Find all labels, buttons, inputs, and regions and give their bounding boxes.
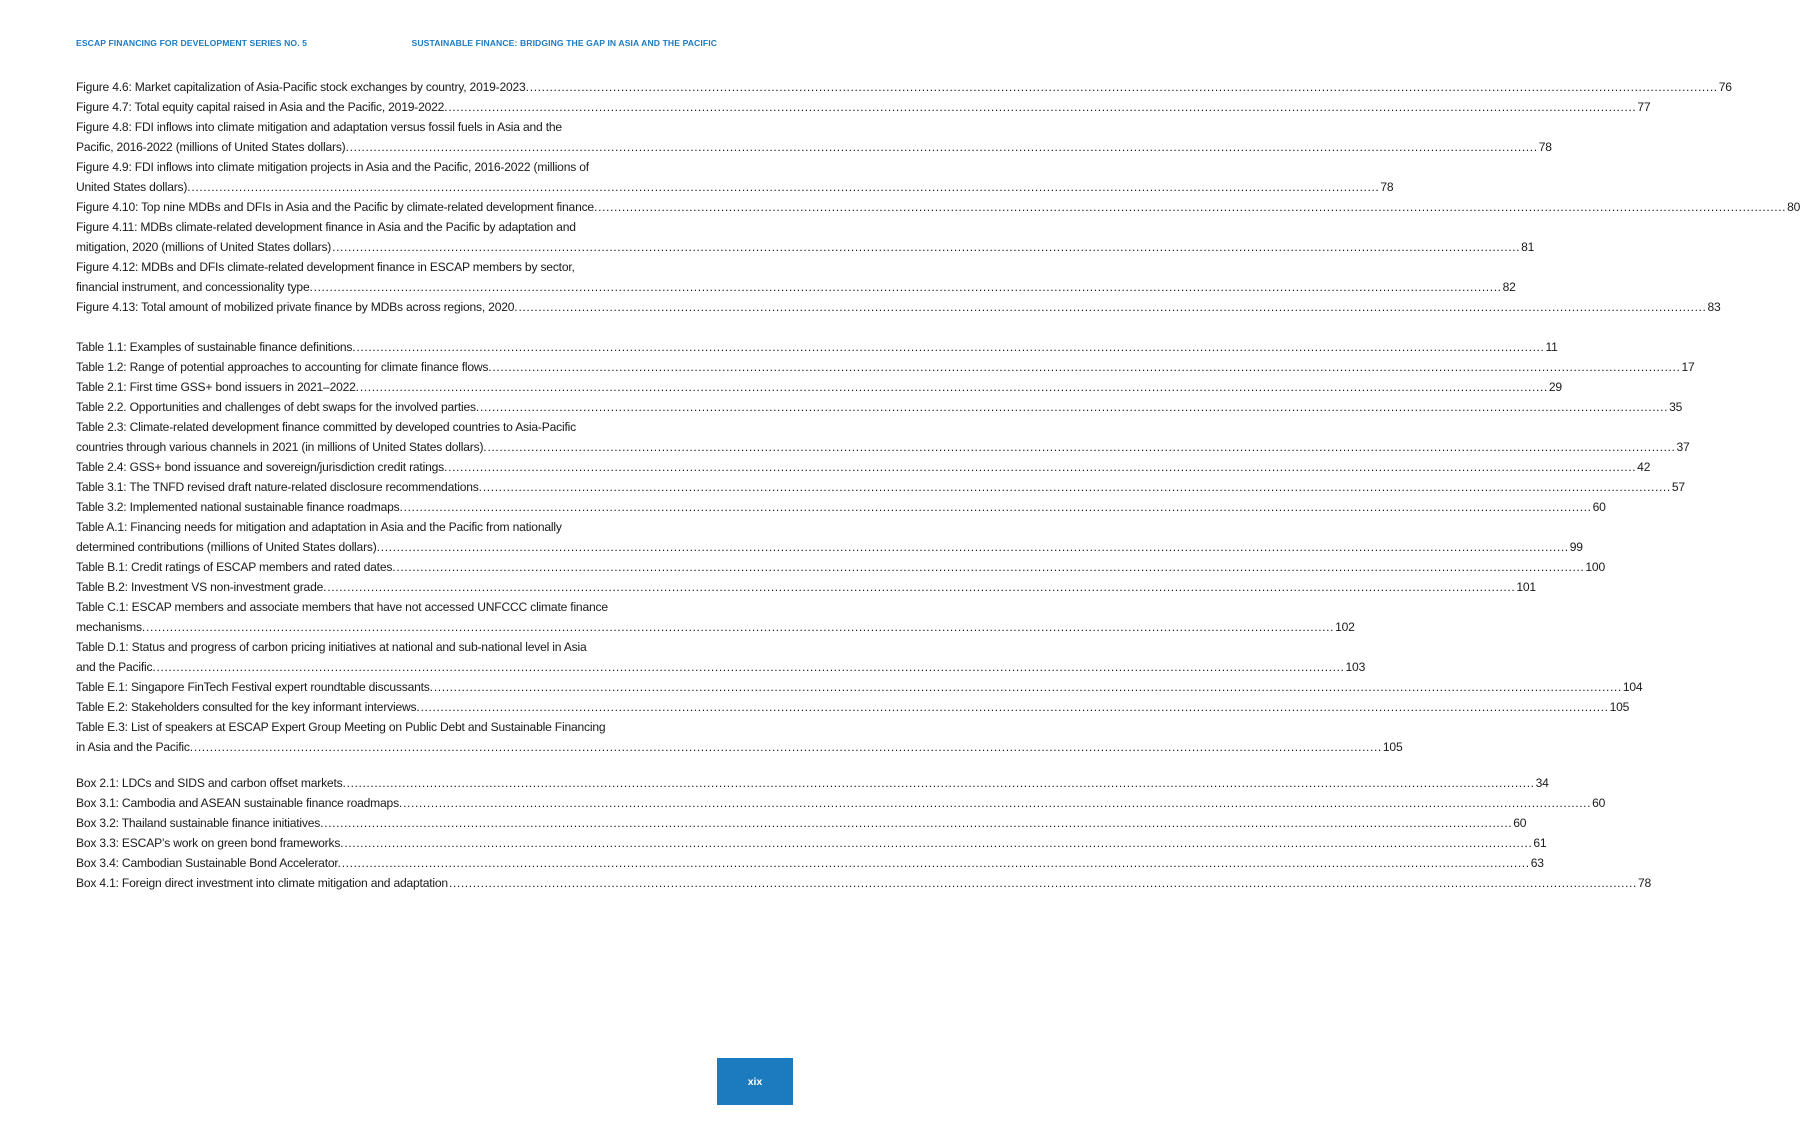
entry-final-line [76, 697, 1630, 717]
figure-entry[interactable] [76, 77, 1732, 97]
entry-final-line [76, 277, 1516, 297]
entry-title-line: in Asia and the Pacific. [76, 740, 193, 754]
dot-leader: ............................................................................................................................................................................................................................................................................................................ [529, 80, 1718, 94]
entry-title-line: determined contributions (millions of United States dollars). [76, 540, 380, 554]
dot-leader: ............................................................................................................................................................................................................................................................................................................ [341, 856, 1530, 870]
entry-page-number: 103 [1345, 660, 1366, 674]
entry-title-line: Table E.1: Singapore FinTech Festival expert roundtable discussants. [76, 680, 433, 694]
entry-page-number: 57 [1671, 480, 1685, 494]
entry-title-line: Figure 4.9: FDI inflows into climate mitigation projects in Asia and the Pacific, 2016-2022 (millions of [76, 160, 589, 174]
table-entry[interactable] [76, 637, 1366, 677]
entry-title-line: Table 2.4: GSS+ bond issuance and sovereign/jurisdiction credit ratings. [76, 460, 448, 474]
list-of-boxes [76, 773, 1652, 893]
entry-title-line: Table B.2: Investment VS non-investment grade. [76, 580, 327, 594]
entry-page-number: 63 [1530, 856, 1544, 870]
dot-leader: ............................................................................................................................................................................................................................................................................................................ [191, 180, 1380, 194]
entry-page-number: 29 [1548, 380, 1562, 394]
dot-leader: ............................................................................................................................................................................................................................................................................................................ [332, 240, 1521, 254]
entry-final-line [76, 397, 1683, 417]
section-spacer [76, 317, 717, 337]
entry-page-number: 61 [1533, 836, 1547, 850]
entry-final-line [76, 497, 1606, 517]
entry-title-line: Box 3.2: Thailand sustainable finance initiatives. [76, 816, 324, 830]
entry-page-number: 77 [1637, 100, 1651, 114]
entry-final-line [76, 437, 1690, 457]
table-entry[interactable] [76, 697, 1630, 717]
entry-title-line: Figure 4.11: MDBs climate-related development finance in Asia and the Pacific by adaptation and [76, 220, 576, 234]
page-number: xix [747, 1075, 763, 1088]
dot-leader: ............................................................................................................................................................................................................................................................................................................ [146, 620, 1335, 634]
entry-title-line: Table 1.1: Examples of sustainable finance definitions. [76, 340, 356, 354]
entry-page-number: 80 [1787, 200, 1800, 214]
entry-title-line: Figure 4.7: Total equity capital raised in Asia and the Pacific, 2019-2022. [76, 100, 448, 114]
entry-title-line: Table 2.1: First time GSS+ bond issuers in 2021–2022. [76, 380, 359, 394]
table-entry[interactable] [76, 597, 1355, 637]
entry-page-number: 34 [1535, 776, 1549, 790]
running-header [76, 38, 717, 48]
entry-final-line [76, 557, 1605, 577]
entry-final-line [76, 477, 1685, 497]
table-entry[interactable] [76, 337, 1558, 357]
entry-final-line [76, 833, 1547, 853]
entry-page-number: 78 [1637, 876, 1652, 890]
entry-final-line [76, 617, 1355, 637]
dot-leader: ............................................................................................................................................................................................................................................................................................................ [313, 280, 1502, 294]
table-entry[interactable] [76, 477, 1685, 497]
dot-leader: ............................................................................................................................................................................................................................................................................................................ [482, 480, 1671, 494]
dot-leader: ............................................................................................................................................................................................................................................................................................................ [193, 740, 1382, 754]
entry-title-line: Table 2.3: Climate-related development finance committed by developed countries to Asia-Pacific [76, 420, 576, 434]
table-entry[interactable] [76, 517, 1583, 557]
table-entry[interactable] [76, 457, 1651, 477]
entry-page-number: 37 [1676, 440, 1690, 454]
header-report-title: SUSTAINABLE FINANCE: BRIDGING THE GAP IN ASIA AND THE PACIFIC [411, 38, 717, 48]
dot-leader: ............................................................................................................................................................................................................................................................................................................ [344, 836, 1533, 850]
entry-final-line [76, 537, 1583, 557]
entry-page-number: 60 [1592, 500, 1606, 514]
entry-title-line: Figure 4.8: FDI inflows into climate mitigation and adaptation versus fossil fuels in Asia and the [76, 120, 562, 134]
entry-page-number: 78 [1538, 140, 1552, 154]
entry-title-line: Figure 4.10: Top nine MDBs and DFIs in Asia and the Pacific by climate-related development finance. [76, 200, 598, 214]
dot-leader: ............................................................................................................................................................................................................................................................................................................ [420, 700, 1609, 714]
entry-title-line: Box 2.1: LDCs and SIDS and carbon offset markets. [76, 776, 346, 790]
entry-final-line [76, 853, 1544, 873]
dot-leader: ............................................................................................................................................................................................................................................................................................................ [448, 460, 1637, 474]
dot-leader: ............................................................................................................................................................................................................................................................................................................ [492, 360, 1681, 374]
entry-page-number: 76 [1718, 80, 1732, 94]
entry-final-line [76, 793, 1606, 813]
entry-final-line [76, 177, 1394, 197]
table-entry[interactable] [76, 377, 1562, 397]
dot-leader: ............................................................................................................................................................................................................................................................................................................ [359, 380, 1548, 394]
header-series-title: ESCAP FINANCING FOR DEVELOPMENT SERIES NO. 5 [76, 38, 308, 48]
table-entry[interactable] [76, 417, 1690, 457]
entry-page-number: 102 [1335, 620, 1355, 634]
entry-final-line [76, 377, 1562, 397]
entry-final-line [76, 577, 1536, 597]
dot-leader: ............................................................................................................................................................................................................................................................................................................ [403, 500, 1592, 514]
entry-page-number: 42 [1637, 460, 1651, 474]
entry-title-line: Table 3.1: The TNFD revised draft nature-related disclosure recommendations. [76, 480, 482, 494]
entry-title-line: mechanisms. [76, 620, 146, 634]
box-entry[interactable] [76, 793, 1606, 813]
entry-page-number: 100 [1585, 560, 1605, 574]
entry-final-line [76, 773, 1549, 793]
dot-leader: ............................................................................................................................................................................................................................................................................................................ [380, 540, 1569, 554]
entry-final-line [76, 137, 1552, 157]
figure-entry[interactable] [76, 97, 1651, 117]
table-entry[interactable] [76, 717, 1403, 757]
entry-title-line: Box 3.1: Cambodia and ASEAN sustainable finance roadmaps. [76, 796, 403, 810]
entry-page-number: 83 [1707, 300, 1721, 314]
dot-leader: ............................................................................................................................................................................................................................................................................................................ [487, 440, 1676, 454]
entry-title-line: Box 3.4: Cambodian Sustainable Bond Accelerator. [76, 856, 341, 870]
entry-title-line: Table E.2: Stakeholders consulted for the key informant interviews. [76, 700, 420, 714]
entry-title-line: countries through various channels in 2021 (in millions of United States dollars). [76, 440, 487, 454]
page-number-tab [717, 1058, 793, 1105]
entry-title-line: Table C.1: ESCAP members and associate members that have not accessed UNFCCC climate finance [76, 600, 608, 614]
dot-leader: ............................................................................................................................................................................................................................................................................................................ [480, 400, 1669, 414]
entry-title-line: Figure 4.13: Total amount of mobilized private finance by MDBs across regions, 2020. [76, 300, 518, 314]
figure-entry[interactable] [76, 117, 1552, 157]
list-of-figures [76, 77, 1800, 317]
dot-leader: ............................................................................................................................................................................................................................................................................................................ [346, 776, 1535, 790]
entry-title-line: Figure 4.12: MDBs and DFIs climate-related development finance in ESCAP members by sector, [76, 260, 575, 274]
entry-final-line [76, 77, 1732, 97]
table-entry[interactable] [76, 397, 1683, 417]
entry-final-line [76, 237, 1535, 257]
table-entry[interactable] [76, 357, 1695, 377]
entry-page-number: 78 [1380, 180, 1394, 194]
entry-title-line: Pacific, 2016-2022 (millions of United States dollars). [76, 140, 349, 154]
list-of-tables [76, 337, 1695, 757]
dot-leader: ............................................................................................................................................................................................................................................................................................................ [433, 680, 1622, 694]
entry-page-number: 101 [1516, 580, 1536, 594]
entry-final-line [76, 657, 1366, 677]
table-entry[interactable] [76, 557, 1605, 577]
entry-title-line: Table 2.2. Opportunities and challenges of debt swaps for the involved parties. [76, 400, 480, 414]
entry-page-number: 35 [1669, 400, 1683, 414]
entry-page-number: 105 [1382, 740, 1403, 754]
box-entry[interactable] [76, 873, 1652, 893]
dot-leader: ............................................................................................................................................................................................................................................................................................................ [349, 140, 1538, 154]
dot-leader: ............................................................................................................................................................................................................................................................................................................ [156, 660, 1345, 674]
box-entry[interactable] [76, 853, 1544, 873]
dot-leader: ............................................................................................................................................................................................................................................................................................................ [598, 200, 1787, 214]
table-entry[interactable] [76, 577, 1536, 597]
entry-page-number: 81 [1521, 240, 1535, 254]
entry-final-line [76, 337, 1558, 357]
box-entry[interactable] [76, 773, 1549, 793]
figure-entry[interactable] [76, 297, 1721, 317]
section-spacer [76, 757, 717, 773]
figure-entry[interactable] [76, 257, 1516, 297]
entry-title-line: Table D.1: Status and progress of carbon pricing initiatives at national and sub-national level in Asia [76, 640, 587, 654]
entry-page-number: 104 [1622, 680, 1643, 694]
entry-final-line [76, 457, 1651, 477]
figure-entry[interactable] [76, 217, 1535, 257]
entry-page-number: 82 [1502, 280, 1516, 294]
figure-entry[interactable] [76, 157, 1394, 197]
entry-final-line [76, 197, 1800, 217]
entry-page-number: 60 [1513, 816, 1527, 830]
entry-final-line [76, 737, 1403, 757]
entry-title-line: Table E.3: List of speakers at ESCAP Expert Group Meeting on Public Debt and Sustainable Financing [76, 720, 606, 734]
dot-leader: ............................................................................................................................................................................................................................................................................................................ [403, 796, 1592, 810]
entry-title-line: Table A.1: Financing needs for mitigation and adaptation in Asia and the Pacific from nationally [76, 520, 562, 534]
entry-final-line [76, 97, 1651, 117]
dot-leader: ............................................................................................................................................................................................................................................................................................................ [324, 816, 1513, 830]
figure-entry[interactable] [76, 197, 1800, 217]
entry-title-line: Box 3.3: ESCAP’s work on green bond frameworks. [76, 836, 344, 850]
entry-title-line: and the Pacific. [76, 660, 156, 674]
dot-leader: ............................................................................................................................................................................................................................................................................................................ [448, 876, 1637, 890]
entry-title-line: Box 4.1: Foreign direct investment into climate mitigation and adaptation [76, 876, 448, 890]
entry-title-line: Table 3.2: Implemented national sustainable finance roadmaps. [76, 500, 403, 514]
entry-page-number: 105 [1609, 700, 1630, 714]
entry-final-line [76, 297, 1721, 317]
entry-title-line: Table B.1: Credit ratings of ESCAP members and rated dates. [76, 560, 396, 574]
entry-title-line: United States dollars). [76, 180, 191, 194]
entry-page-number: 17 [1681, 360, 1695, 374]
table-entry[interactable] [76, 497, 1606, 517]
entry-title-line: financial instrument, and concessionality type. [76, 280, 313, 294]
dot-leader: ............................................................................................................................................................................................................................................................................................................ [448, 100, 1637, 114]
entry-title-line: Figure 4.6: Market capitalization of Asia-Pacific stock exchanges by country, 2019-2023. [76, 80, 529, 94]
entry-final-line [76, 813, 1527, 833]
table-of-contents [76, 77, 1800, 893]
table-entry[interactable] [76, 677, 1643, 697]
dot-leader: ............................................................................................................................................................................................................................................................................................................ [327, 580, 1516, 594]
box-entry[interactable] [76, 813, 1527, 833]
dot-leader: ............................................................................................................................................................................................................................................................................................................ [356, 340, 1545, 354]
entry-final-line [76, 677, 1643, 697]
entry-final-line [76, 357, 1695, 377]
entry-page-number: 99 [1569, 540, 1583, 554]
entry-page-number: 11 [1545, 340, 1558, 354]
entry-title-line: mitigation, 2020 (millions of United States dollars) [76, 240, 332, 254]
box-entry[interactable] [76, 833, 1547, 853]
entry-title-line: Table 1.2: Range of potential approaches to accounting for climate finance flows. [76, 360, 492, 374]
entry-page-number: 60 [1592, 796, 1606, 810]
dot-leader: ............................................................................................................................................................................................................................................................................................................ [396, 560, 1585, 574]
dot-leader: ............................................................................................................................................................................................................................................................................................................ [518, 300, 1707, 314]
entry-final-line [76, 873, 1652, 893]
